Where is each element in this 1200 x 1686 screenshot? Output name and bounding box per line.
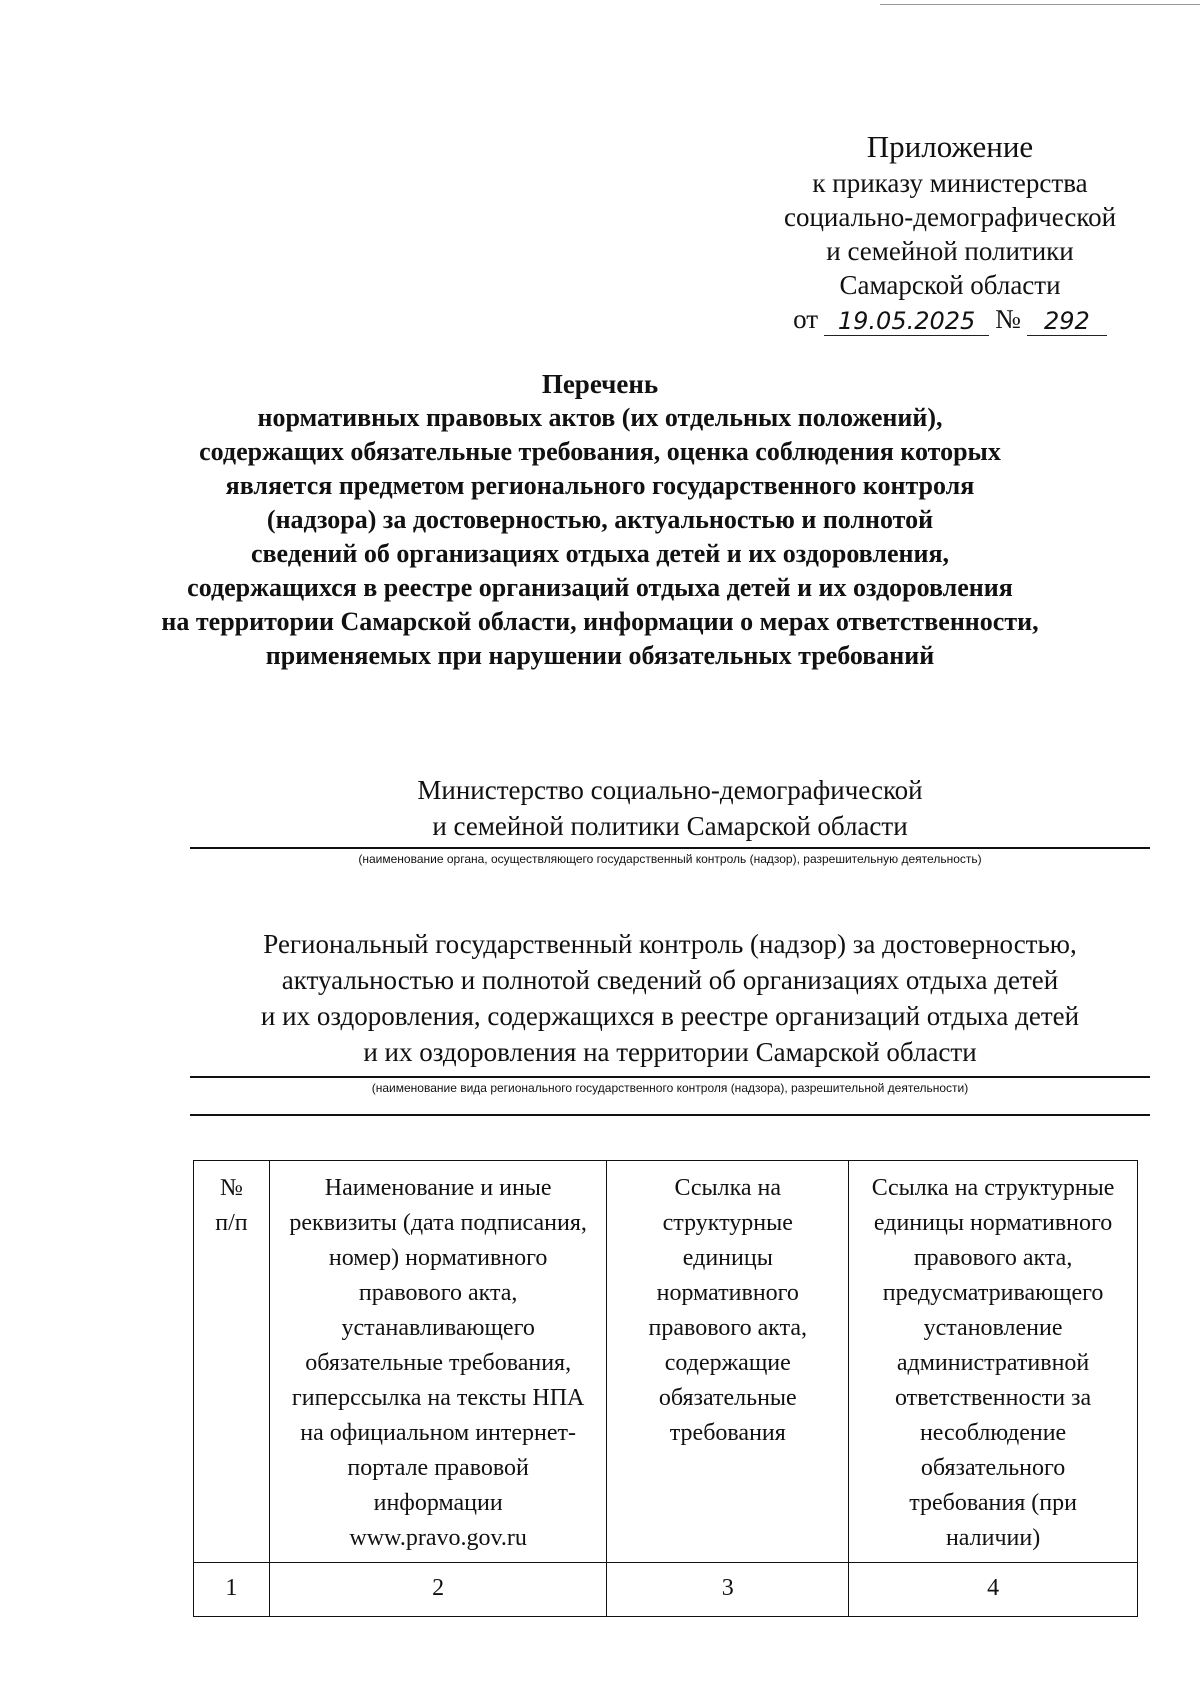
header-cell-requirements-ref: Ссылка на структурные единицы нормативного правового акта, содержащие обязательные требования [607,1161,849,1563]
column-number-cell: 4 [849,1563,1138,1617]
title-line: на территории Самарской области, информации о мерах ответственности, [161,607,1039,636]
number-sign: № [995,304,1021,334]
authority-line: и семейной политики Самарской области [432,811,908,841]
scan-edge-line [880,4,1200,5]
order-date-number [760,302,1140,336]
appendix-title: Приложение [866,129,1034,164]
table-column-number-row [194,1563,1138,1617]
control-line: актуальностью и полнотой сведений об организациях отдыха детей [281,965,1059,995]
document-title [150,367,1050,673]
column-number-cell: 2 [269,1563,607,1617]
control-line: Региональный государственный контроль (надзор) за достоверностью, [263,929,1077,959]
title-main: Перечень [541,369,659,399]
authority-name [190,772,1150,844]
authority-underline [190,847,1150,849]
control-second-underline [190,1114,1150,1116]
header-cell-liability-ref: Ссылка на структурные единицы нормативного правового акта, предусматривающего установление административной ответственности за несоблюдение обязательного требования (при наличии) [849,1161,1138,1563]
title-line: (надзора) за достоверностью, актуальностью и полнотой [266,505,934,534]
control-line: и их оздоровления на территории Самарской области [363,1037,977,1067]
control-caption: (наименование вида регионального государственного контроля (надзора), разрешительной деятельности) [371,1081,969,1095]
title-line: нормативных правовых актов (их отдельных положений), [257,403,943,432]
title-line: является предметом регионального государственного контроля [225,471,975,500]
authority-line: Министерство социально-демографической [417,775,923,805]
appendix-block [760,128,1140,336]
table-header-row [194,1161,1138,1563]
title-line: содержащихся в реестре организаций отдыха детей и их оздоровления [187,573,1013,602]
appendix-line: социально-демографической [783,202,1117,232]
control-type-name [190,926,1150,1070]
title-line: содержащих обязательные требования, оценка соблюдения которых [199,437,1001,466]
appendix-line: Самарской области [839,270,1061,300]
handwritten-number: 292 [1027,307,1107,336]
handwritten-date: 19.05.2025 [824,307,989,336]
control-line: и их оздоровления, содержащихся в реестре организаций отдыха детей [260,1001,1080,1031]
appendix-line: к приказу министерства [812,168,1088,198]
column-number-cell: 1 [194,1563,270,1617]
column-number-cell: 3 [607,1563,849,1617]
title-line: сведений об организациях отдыха детей и их оздоровления, [250,539,950,568]
requirements-table [193,1160,1138,1617]
control-underline [190,1076,1150,1078]
header-cell-act-name: Наименование и иные реквизиты (дата подписания, номер) нормативного правового акта, устанавливающего обязательные требования, гиперссылка на тексты НПА на официальном интернет- портале правовой информации www.pravo.gov.ru [269,1161,607,1563]
date-prefix: от [793,304,819,334]
appendix-line: и семейной политики [826,236,1074,266]
header-cell-number: № п/п [194,1161,270,1563]
title-line: применяемых при нарушении обязательных требований [265,641,935,670]
authority-caption: (наименование органа, осуществляющего государственный контроль (надзор), разрешительную деятельность) [358,852,982,866]
